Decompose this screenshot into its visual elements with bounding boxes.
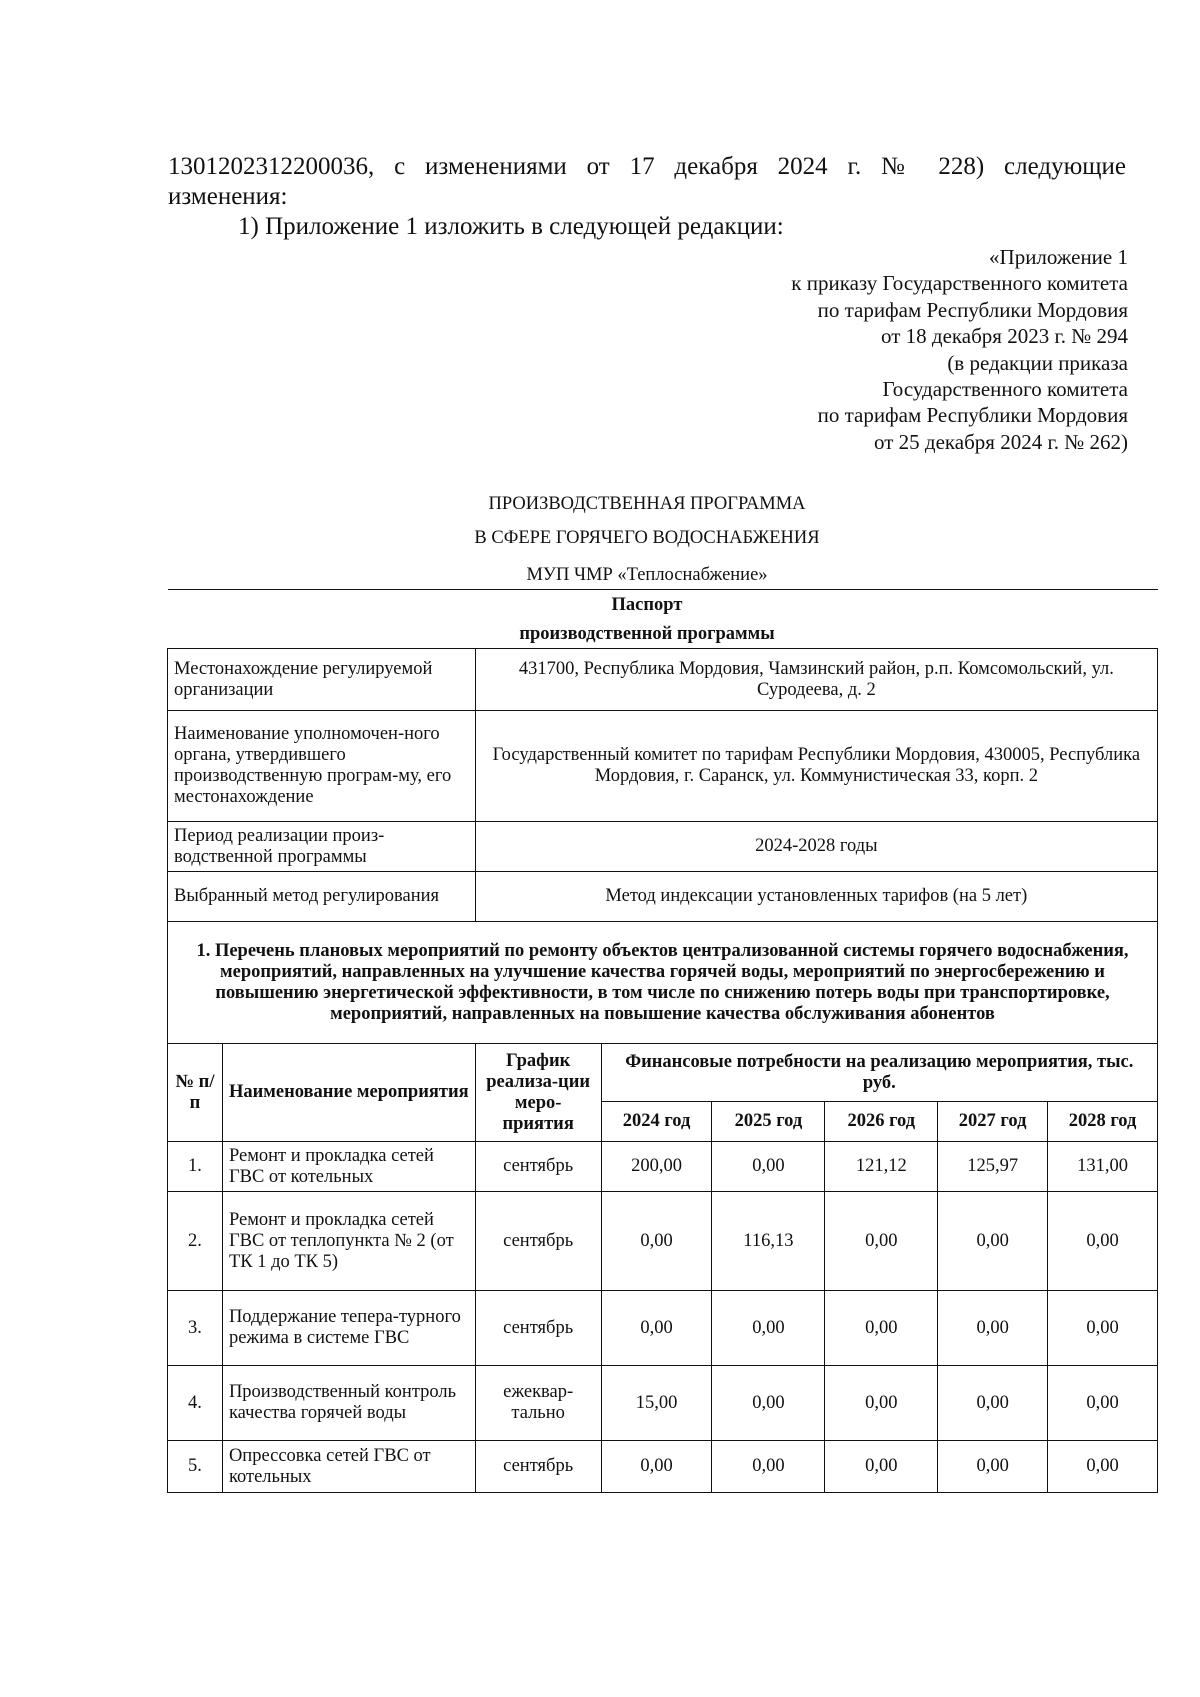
row-value: 0,00: [1048, 1192, 1158, 1291]
row-value: 0,00: [1048, 1441, 1158, 1493]
row-value: 0,00: [601, 1192, 712, 1291]
program-title: ПРОИЗВОДСТВЕННАЯ ПРОГРАММА: [488, 494, 806, 514]
passport-subtitle: производственной программы: [519, 624, 775, 644]
row-name: Опрессовка сетей ГВС от котельных: [222, 1441, 475, 1493]
row-value: 15,00: [601, 1366, 712, 1441]
passport-table: [167, 648, 1158, 1493]
row-value: 131,00: [1048, 1142, 1158, 1192]
row-value: 0,00: [712, 1291, 825, 1366]
row-schedule: сентябрь: [475, 1441, 601, 1493]
header-year: 2025 год: [712, 1102, 825, 1142]
row-value: 125,97: [938, 1142, 1048, 1192]
row-schedule: сентябрь: [475, 1291, 601, 1366]
passport-row: [168, 711, 1158, 822]
passport-value: Метод индексации установленных тарифов (на 5 лет): [475, 872, 1157, 922]
appendix-reference: [791, 244, 1128, 455]
header-year: 2026 год: [825, 1102, 938, 1142]
table-row: [168, 1142, 1158, 1192]
appendix-line: (в редакции приказа: [947, 350, 1128, 375]
row-value: 0,00: [712, 1366, 825, 1441]
section-1-title: 1. Перечень плановых мероприятий по ремонту объектов централизованной системы горячего водоснабжения, мероприятий, направленных на улучшение качества горячей воды, мероприятий по энергосбережению и повышению энергетической эффективности, в том числе по снижению потерь воды при транспортировке, мероприятий, направленных на повышение качества обслуживания абонентов: [168, 922, 1158, 1044]
row-schedule: сентябрь: [475, 1192, 601, 1291]
row-value: 0,00: [601, 1441, 712, 1493]
row-schedule: сентябрь: [475, 1142, 601, 1192]
appendix-line: Государственного комитета: [882, 377, 1128, 402]
row-number: 1.: [168, 1142, 223, 1192]
row-name: Ремонт и прокладка сетей ГВС от теплопункта № 2 (от ТК 1 до ТК 5): [222, 1192, 475, 1291]
title-underline: [168, 589, 1158, 590]
intro-item-1: 1) Приложение 1 изложить в следующей редакции:: [238, 213, 784, 240]
passport-value: 431700, Республика Мордовия, Чамзинский район, р.п. Комсомольский, ул. Суродеева, д. 2: [475, 649, 1157, 711]
appendix-line: «Приложение 1: [989, 245, 1128, 269]
row-name: Поддержание тепера-турного режима в системе ГВС: [222, 1291, 475, 1366]
table-row: [168, 1192, 1158, 1291]
row-value: 0,00: [825, 1291, 938, 1366]
table-header-row: [168, 1044, 1158, 1102]
intro-text: [168, 152, 1126, 242]
row-value: 0,00: [825, 1366, 938, 1441]
section-1-title-row: [168, 922, 1158, 1044]
row-number: 3.: [168, 1291, 223, 1366]
row-value: 0,00: [938, 1291, 1048, 1366]
row-value: 0,00: [1048, 1366, 1158, 1441]
passport-value: Государственный комитет по тарифам Республики Мордовия, 430005, Республика Мордовия, г. Саранск, ул. Коммунистическая 33, корп. 2: [475, 711, 1157, 822]
row-number: 2.: [168, 1192, 223, 1291]
appendix-line: по тарифам Республики Мордовия: [817, 403, 1128, 428]
header-schedule: График реализа-ции меро-приятия: [475, 1044, 601, 1142]
row-value: 0,00: [1048, 1291, 1158, 1366]
row-number: 5.: [168, 1441, 223, 1493]
row-value: 200,00: [601, 1142, 712, 1192]
row-value: 116,13: [712, 1192, 825, 1291]
row-number: 4.: [168, 1366, 223, 1441]
row-value: 0,00: [938, 1366, 1048, 1441]
row-value: 0,00: [938, 1441, 1048, 1493]
header-year: 2024 год: [601, 1102, 712, 1142]
passport-label: Выбранный метод регулирования: [168, 872, 476, 922]
program-organization: МУП ЧМР «Теплоснабжение»: [526, 565, 768, 585]
intro-line-1: 1301202312200036, с изменениями от 17 декабря 2024 г. № 228) следующие: [168, 153, 1126, 180]
passport-row: [168, 872, 1158, 922]
row-value: 0,00: [825, 1441, 938, 1493]
row-name: Ремонт и прокладка сетей ГВС от котельных: [222, 1142, 475, 1192]
appendix-line: от 18 декабря 2023 г. № 294: [881, 324, 1128, 349]
header-year: 2027 год: [938, 1102, 1048, 1142]
program-subtitle: В СФЕРЕ ГОРЯЧЕГО ВОДОСНАБЖЕНИЯ: [474, 528, 820, 548]
header-year: 2028 год: [1048, 1102, 1158, 1142]
appendix-line: от 25 декабря 2024 г. № 262): [874, 429, 1128, 454]
header-finance: Финансовые потребности на реализацию мероприятия, тыс. руб.: [601, 1044, 1157, 1102]
table-row: [168, 1291, 1158, 1366]
passport-row: [168, 822, 1158, 872]
appendix-line: к приказу Государственного комитета: [791, 271, 1128, 296]
passport-title: Паспорт: [611, 595, 683, 615]
header-name: Наименование мероприятия: [222, 1044, 475, 1142]
row-value: 0,00: [712, 1441, 825, 1493]
appendix-line: по тарифам Республики Мордовия: [817, 297, 1128, 322]
row-value: 121,12: [825, 1142, 938, 1192]
row-value: 0,00: [938, 1192, 1048, 1291]
header-number: № п/п: [168, 1044, 223, 1142]
row-value: 0,00: [712, 1142, 825, 1192]
passport-label: Местонахождение регулируемой организации: [168, 649, 476, 711]
row-value: 0,00: [825, 1192, 938, 1291]
table-row: [168, 1441, 1158, 1493]
row-schedule: ежеквар-тально: [475, 1366, 601, 1441]
passport-value: 2024-2028 годы: [475, 822, 1157, 872]
row-value: 0,00: [601, 1291, 712, 1366]
passport-label: Наименование уполномочен-ного органа, утвердившего производственную програм-му, его местонахождение: [168, 711, 476, 822]
intro-line-2: изменения:: [168, 183, 288, 210]
passport-label: Период реализации произ-водственной программы: [168, 822, 476, 872]
row-name: Производственный контроль качества горячей воды: [222, 1366, 475, 1441]
passport-row: [168, 649, 1158, 711]
table-row: [168, 1366, 1158, 1441]
